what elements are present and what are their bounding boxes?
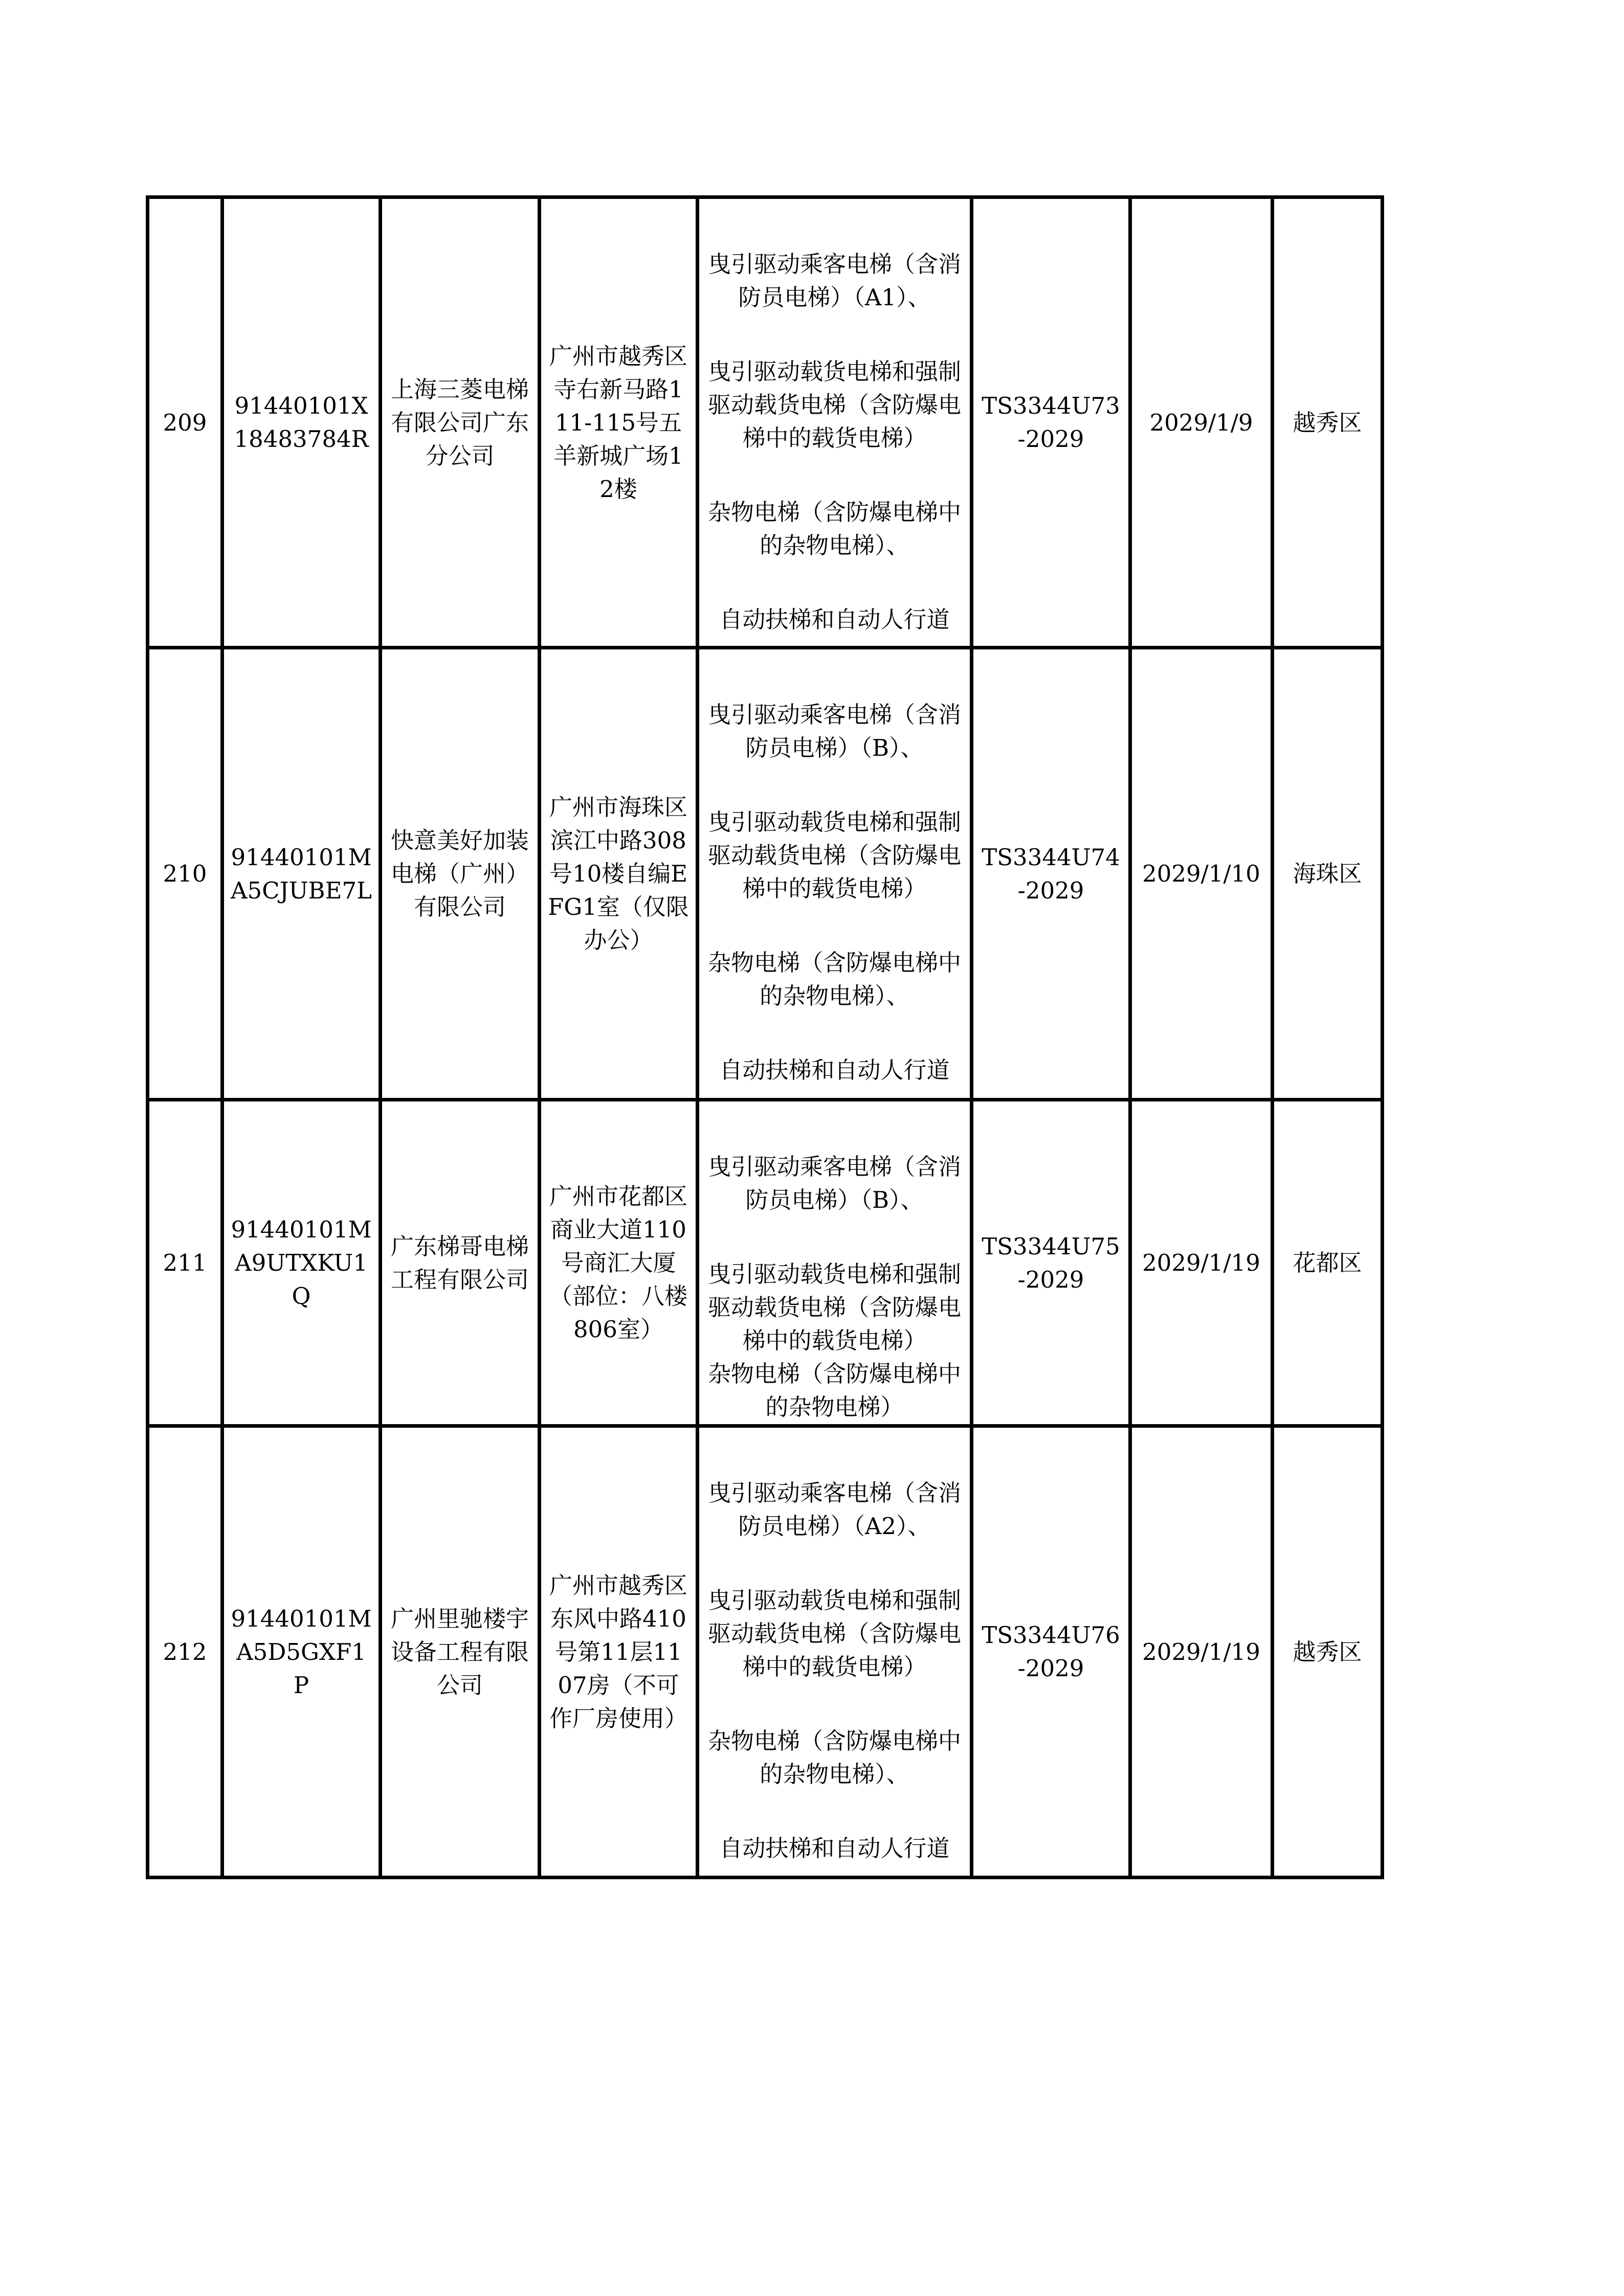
- table-row: [148, 1426, 1383, 1878]
- table-row: [148, 648, 1383, 1100]
- license-scope: [698, 1100, 972, 1426]
- row-number: 209: [148, 197, 223, 648]
- certificate-number: TS3344U76-2029: [972, 1426, 1130, 1878]
- row-number: 210: [148, 648, 223, 1100]
- expiry-date: 2029/1/9: [1130, 197, 1273, 648]
- company-address: 广州市越秀区东风中路410号第11层1107房（不可作厂房使用）: [540, 1426, 698, 1878]
- district: 海珠区: [1273, 648, 1383, 1100]
- district: 花都区: [1273, 1100, 1383, 1426]
- credit-code: 91440101MA5D5GXF1P: [223, 1426, 381, 1878]
- scope-item: 曳引驱动载货电梯和强制驱动载货电梯（含防爆电梯中的载货电梯）: [707, 1260, 961, 1354]
- expiry-date: 2029/1/19: [1130, 1100, 1273, 1426]
- company-name: 快意美好加装电梯（广州）有限公司: [381, 648, 540, 1100]
- expiry-date: 2029/1/10: [1130, 648, 1273, 1100]
- scope-item: 曳引驱动乘客电梯（含消防员电梯）（A2）、: [707, 1479, 961, 1540]
- certificate-number: TS3344U74-2029: [972, 648, 1130, 1100]
- credit-code: 91440101MA5CJUBE7L: [223, 648, 381, 1100]
- license-scope: [698, 648, 972, 1100]
- company-address: 广州市花都区商业大道110号商汇大厦（部位：八楼806室）: [540, 1100, 698, 1426]
- company-name: 广东梯哥电梯工程有限公司: [381, 1100, 540, 1426]
- scope-item: 曳引驱动乘客电梯（含消防员电梯）（B）、: [707, 701, 961, 761]
- scope-item: 自动扶梯和自动人行道: [719, 1835, 950, 1862]
- license-scope: [698, 1426, 972, 1878]
- scope-item: 杂物电梯（含防爆电梯中的杂物电梯）、: [707, 499, 961, 559]
- license-table: [146, 195, 1384, 1879]
- license-scope: [698, 197, 972, 648]
- district: 越秀区: [1273, 1426, 1383, 1878]
- scope-item: 杂物电梯（含防爆电梯中的杂物电梯）、: [707, 1727, 961, 1788]
- table-row: [148, 197, 1383, 648]
- scope-item: 曳引驱动载货电梯和强制驱动载货电梯（含防爆电梯中的载货电梯）: [707, 808, 961, 902]
- row-number: 212: [148, 1426, 223, 1878]
- certificate-number: TS3344U75-2029: [972, 1100, 1130, 1426]
- credit-code: 91440101MA9UTXKU1Q: [223, 1100, 381, 1426]
- table-row: [148, 1100, 1383, 1426]
- scope-item: 自动扶梯和自动人行道: [719, 1056, 950, 1084]
- scope-item: 杂物电梯（含防爆电梯中的杂物电梯）、: [707, 949, 961, 1009]
- scope-item: 曳引驱动载货电梯和强制驱动载货电梯（含防爆电梯中的载货电梯）: [707, 1587, 961, 1680]
- expiry-date: 2029/1/19: [1130, 1426, 1273, 1878]
- company-address: 广州市越秀区寺右新马路111-115号五羊新城广场12楼: [540, 197, 698, 648]
- company-name: 广州里驰楼宇设备工程有限公司: [381, 1426, 540, 1878]
- scope-item: 曳引驱动乘客电梯（含消防员电梯）（B）、: [707, 1153, 961, 1213]
- scope-item: 曳引驱动乘客电梯（含消防员电梯）（A1）、: [707, 251, 961, 311]
- scope-item: 曳引驱动载货电梯和强制驱动载货电梯（含防爆电梯中的载货电梯）: [707, 358, 961, 452]
- company-address: 广州市海珠区滨江中路308号10楼自编EFG1室（仅限办公）: [540, 648, 698, 1100]
- scope-item: 自动扶梯和自动人行道: [719, 606, 950, 633]
- certificate-number: TS3344U73-2029: [972, 197, 1130, 648]
- district: 越秀区: [1273, 197, 1383, 648]
- company-name: 上海三菱电梯有限公司广东分公司: [381, 197, 540, 648]
- row-number: 211: [148, 1100, 223, 1426]
- scope-item: 杂物电梯（含防爆电梯中的杂物电梯）: [707, 1360, 961, 1421]
- credit-code: 91440101X18483784R: [223, 197, 381, 648]
